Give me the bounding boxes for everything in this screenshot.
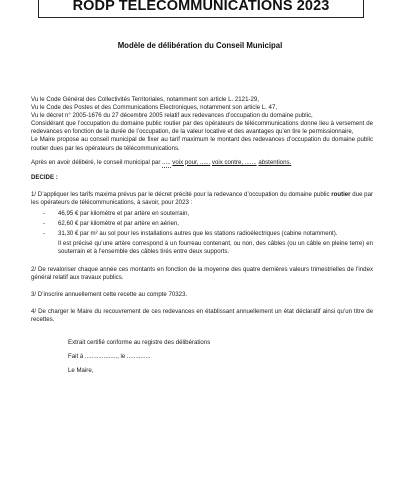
- preamble-line: Considérant que l’occupation du domaine public routier par des opérateurs de télécommunications donne lieu à versement de redevances en fonction de la durée de l’occupation, de la valeur locative et des avantages qu’en tire le permissionnaire,: [31, 120, 373, 136]
- article-4: 4/ De charger le Maire du recouvrement de ces redevances en établissant annuellement un état déclaratif ainsi qu’un titre de recettes.: [31, 307, 373, 323]
- vote-for-label: voix pour, ......: [172, 158, 211, 166]
- mayor-label: Le Maire,: [68, 367, 94, 375]
- artere-note: Il est précisé qu’une artère correspond à un fourreau contenant, ou non, des câbles (ou un câble en pleine terre) en souterrain et à l’ensemble des câbles tirés entre deux supports.: [58, 240, 373, 256]
- made-at-line: Fait à ..................., le ..............: [68, 353, 151, 361]
- banner-title: RODP TELECOMMUNICATIONS 2023: [72, 0, 330, 14]
- decide-label: DECIDE :: [31, 173, 58, 181]
- list-item: - 31,30 € par m² au sol pour les installations autres que les stations radioélectriques (cabine notamment).: [31, 230, 373, 238]
- article-1: 1/ D’appliquer les tarifs maxima prévus par le décret précité pour la redevance d’occupation du domaine public routier due par les opérateurs de télécommunications, à savoir, pour 2023 :: [31, 190, 373, 206]
- vote-intro: Après en avoir délibéré, le conseil municipal par: [31, 158, 161, 166]
- extract-certified: Extrait certifié conforme au registre des délibérations: [68, 338, 211, 346]
- list-item: - 62,60 € par kilomètre et par artère en aérien,: [31, 220, 373, 228]
- deliberation-body: [31, 96, 373, 375]
- document-subtitle: Modèle de délibération du Conseil Municipal: [117, 41, 283, 50]
- preamble-line: Le Maire propose au conseil municipal de fixer au tarif maximum le montant des redevances d’occupation du domaine public routier dues par les opérateurs de télécommunications.: [31, 136, 373, 152]
- vote-against-label: voix contre, .......: [211, 158, 257, 166]
- title-banner: [38, 0, 364, 18]
- vote-abstain-label: abstentions.: [258, 158, 292, 166]
- list-item: - 46,95 € par kilomètre et par artère en souterrain,: [31, 210, 373, 218]
- article-3: 3/ D’inscrire annuellement cette recette au compte 70323.: [31, 290, 188, 298]
- vote-line: [31, 159, 373, 168]
- preamble-line: Vu le décret n° 2005-1676 du 27 décembre 2005 relatif aux redevances d’occupation du domaine public,: [31, 112, 313, 120]
- preamble-line: Vu le Code Général des Collectivités Territoriales, notamment son article L. 2121-29,: [31, 96, 259, 103]
- vote-for-blank: .....: [162, 159, 170, 168]
- article-2: 2/ De revaloriser chaque année ces montants en fonction de la moyenne des quatre dernières valeurs trimestrielles de l’index général relatif aux travaux publics.: [31, 265, 373, 281]
- article-1-bold: routier: [331, 190, 351, 198]
- tarif-list: [31, 210, 373, 238]
- preamble-line: Vu le Code des Postes et des Communications Electroniques, notamment son article L. 47,: [31, 104, 278, 112]
